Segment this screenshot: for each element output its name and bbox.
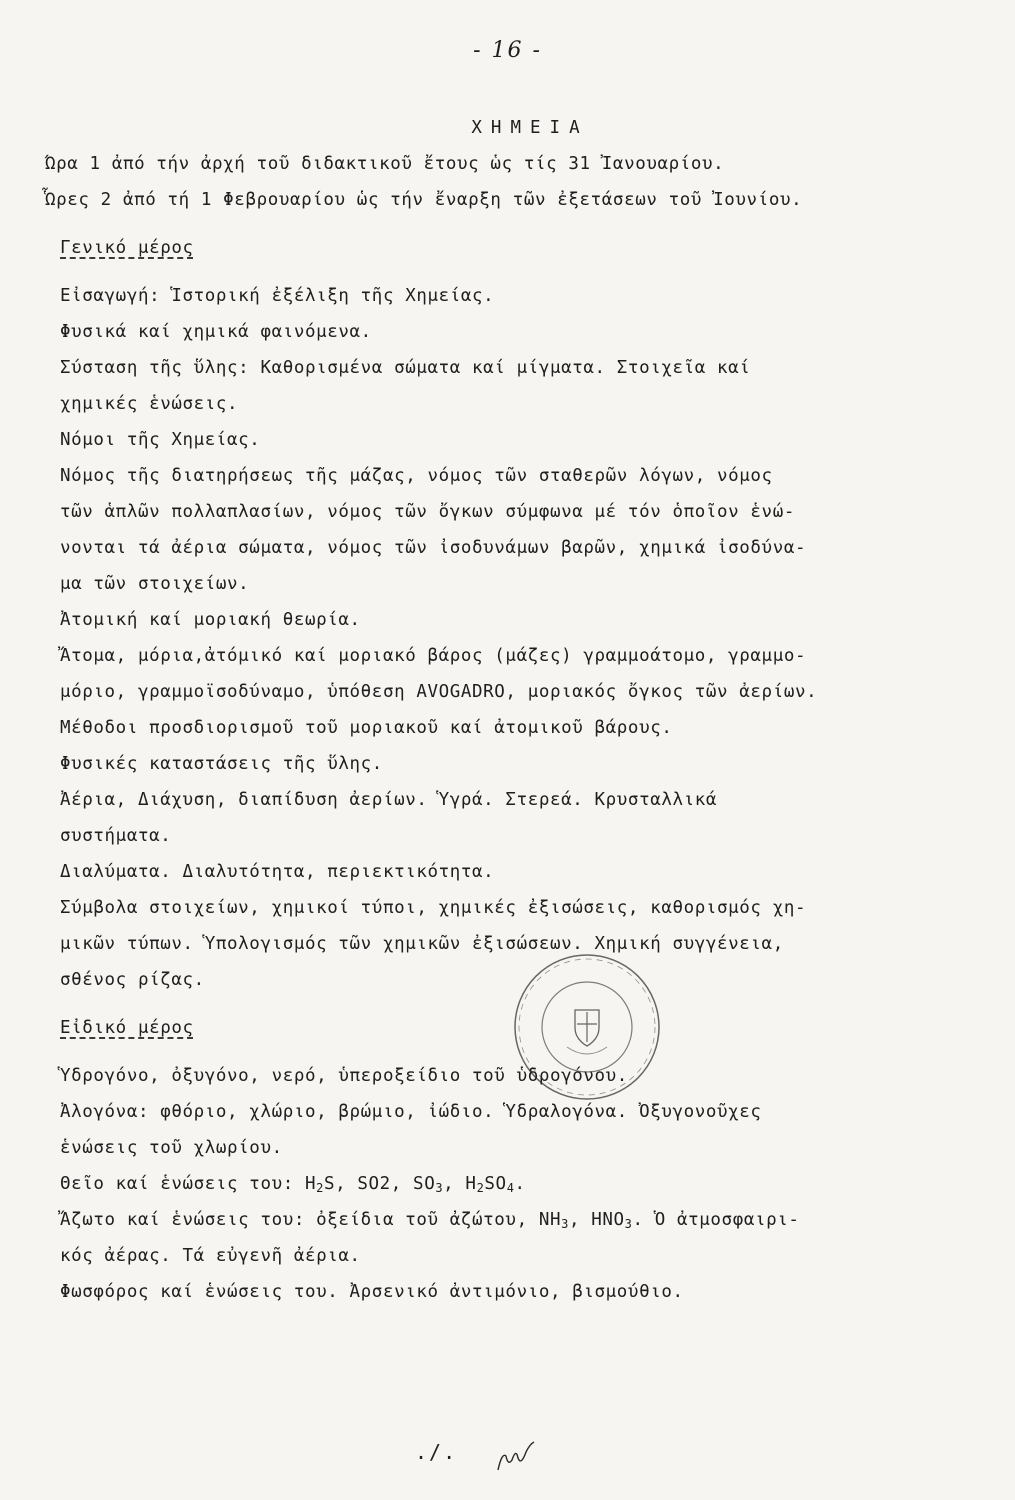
general-line: σθένος ρίζας. (60, 970, 205, 990)
general-line: νονται τά ἀέρια σώματα, νόμος τῶν ἰσοδυνάμων βαρῶν, χημικά ἰσοδύνα- (60, 538, 807, 558)
general-line: Διαλύματα. Διαλυτότητα, περιεκτικότητα. (60, 862, 495, 882)
general-line: μόριο, γραμμοϊσοδύναμο, ὑπόθεση AVOGADRO, μοριακός ὄγκος τῶν ἀερίων. (60, 682, 818, 702)
special-line: ἑνώσεις τοῦ χλωρίου. (60, 1138, 283, 1158)
sulfur-line: Θεῖο καί ἑνώσεις του: $H_2S$, SO2, $SO_3$, $H_2SO_4$. (60, 1174, 526, 1195)
general-line: Μέθοδοι προσδιορισμοῦ τοῦ μοριακοῦ καί ἀτομικοῦ βάρους. (60, 718, 673, 738)
general-line: Νόμοι τῆς Χημείας. (60, 430, 261, 450)
special-section-heading: Εἰδικό μέρος (60, 1018, 194, 1038)
general-line: χημικές ἑνώσεις. (60, 394, 239, 414)
general-line: μικῶν τύπων. Ὑπολογισμός τῶν χημικῶν ἐξισώσεων. Χημική συγγένεια, (60, 934, 784, 954)
general-line: Ἀτομική καί μοριακή θεωρία. (60, 610, 361, 630)
general-line: Σύμβολα στοιχείων, χημικοί τύποι, χημικές ἐξισώσεις, καθορισμός χη- (60, 898, 807, 918)
special-line: Ὑδρογόνο, ὀξυγόνο, νερό, ὑπεροξείδιο τοῦ ὑδρογόνου. (60, 1066, 628, 1086)
schedule-line-1: Ώρα 1 ἀπό τήν ἀρχή τοῦ διδακτικοῦ ἔτους ὡς τίς 31 Ἰανουαρίου. (45, 154, 725, 174)
schedule-line-2: Ὧρες 2 ἀπό τή 1 Φεβρουαρίου ὡς τήν ἔναρξη τῶν ἐξετάσεων τοῦ Ἰουνίου. (45, 190, 803, 210)
general-line: συστήματα. (60, 826, 172, 846)
general-line: Φυσικά καί χημικά φαινόμενα. (60, 322, 372, 342)
general-line: Ἀέρια, Διάχυση, διαπίδυση ἀερίων. Ὑγρά. Στερεά. Κρυσταλλικά (60, 790, 718, 810)
general-line: Ἄτομα, μόρια,ἀτόμικό καί μοριακό βάρος (μάζες) γραμμοάτομο, γραμμο- (60, 646, 807, 666)
general-line: Εἰσαγωγή: Ἱστορική ἐξέλιξη τῆς Χημείας. (60, 286, 495, 306)
page-number: - 16 - (473, 38, 542, 63)
page-title: ΧΗΜΕΙΑ (471, 118, 589, 138)
special-line: Ἀλογόνα: φθόριο, χλώριο, βρώμιο, ἰώδιο. Ὑδραλογόνα. Ὀξυγονοῦχες (60, 1102, 762, 1122)
nitrogen-line: Ἄζωτο καί ἑνώσεις του: ὀξείδια τοῦ ἀζώτου, $NH_3$, $HNO_3$. Ὁ ἀτμοσφαιρι- (60, 1210, 800, 1231)
general-section-heading: Γενικό μέρος (60, 238, 194, 258)
general-line: Νόμος τῆς διατηρήσεως τῆς μάζας, νόμος τῶν σταθερῶν λόγων, νόμος (60, 466, 773, 486)
document-body (45, 110, 975, 1310)
official-seal-stamp (512, 952, 662, 1102)
general-line: Φυσικές καταστάσεις τῆς ὕλης. (60, 754, 383, 774)
continuation-mark: ./. (415, 1440, 458, 1464)
general-line: τῶν ἁπλῶν πολλαπλασίων, νόμος τῶν ὄγκων σύμφωνα μέ τόν ὁποῖον ἑνώ- (60, 502, 795, 522)
general-line: μα τῶν στοιχείων. (60, 574, 250, 594)
handwritten-initials-signature (490, 1440, 550, 1480)
special-line: κός ἀέρας. Τά εὐγενῆ ἀέρια. (60, 1246, 361, 1266)
special-line: Φωσφόρος καί ἑνώσεις του. Ἀρσενικό ἀντιμόνιο, βισμούθιο. (60, 1282, 684, 1302)
general-line: Σύσταση τῆς ὕλης: Καθορισμένα σώματα καί μίγματα. Στοιχεῖα καί (60, 358, 751, 378)
